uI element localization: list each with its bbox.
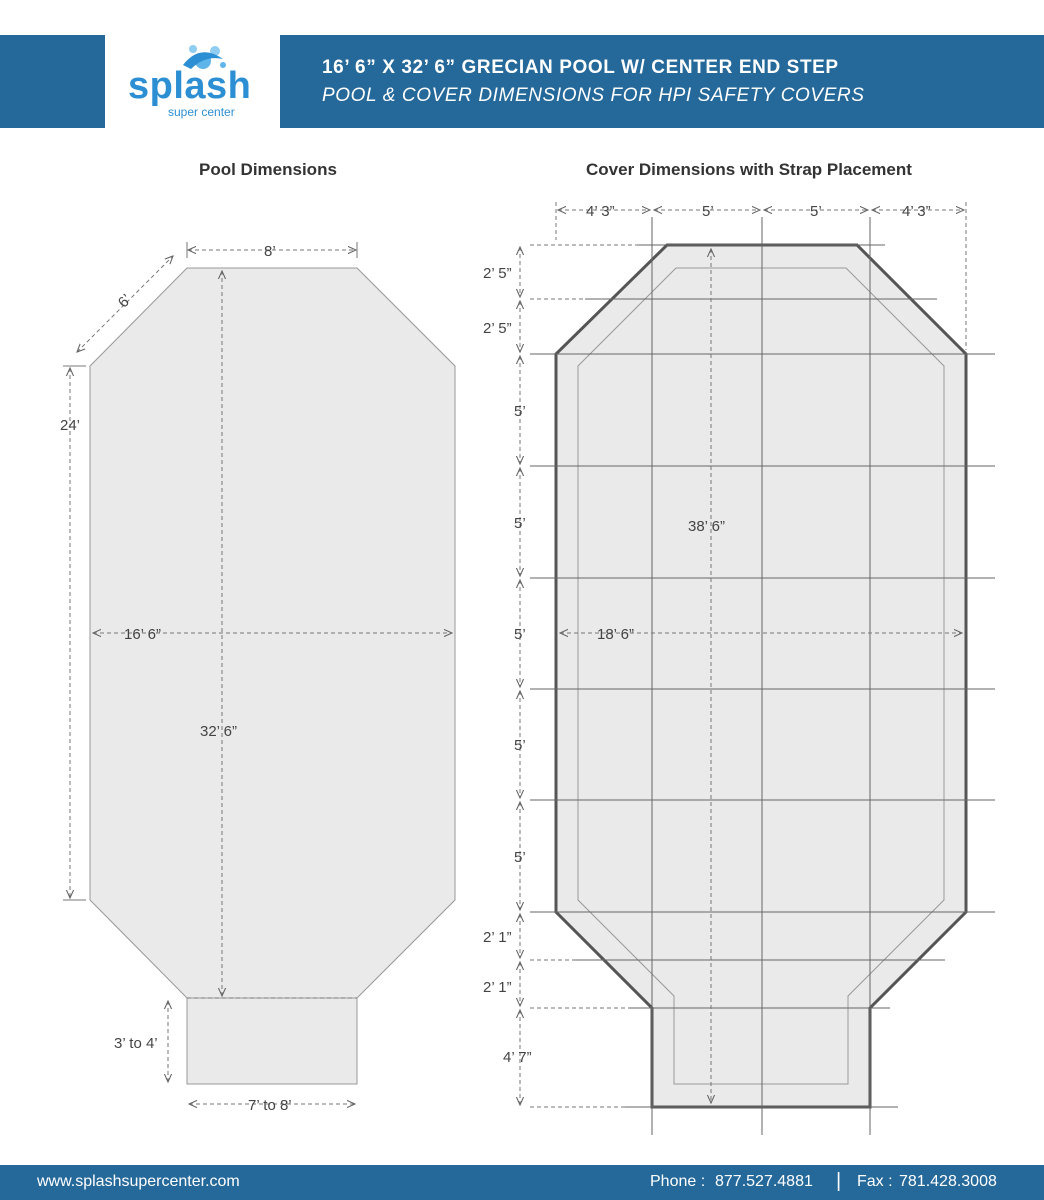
website-link[interactable]: www.splashsupercenter.com <box>37 1173 240 1190</box>
page-subtitle: POOL & COVER DIMENSIONS FOR HPI SAFETY COVERS <box>322 85 865 106</box>
logo-word: splash <box>128 65 252 107</box>
cover-top-label: 5’ <box>810 203 822 220</box>
cover-side-label: 5’ <box>514 515 526 532</box>
cover-length-label: 38’ 6” <box>688 518 725 535</box>
cover-top-label: 4’ 3” <box>586 203 615 220</box>
phone-label: Phone : <box>650 1173 706 1190</box>
pool-corner-label: 6’ <box>114 291 136 312</box>
cover-side-label: 2’ 5” <box>483 320 512 337</box>
cover-shape <box>556 245 966 1107</box>
cover-side-label: 5’ <box>514 626 526 643</box>
cover-side-label: 2’ 1” <box>483 979 512 996</box>
fax-label: Fax : <box>857 1173 893 1190</box>
cover-section-title: Cover Dimensions with Strap Placement <box>586 160 912 179</box>
cover-side-label: 5’ <box>514 849 526 866</box>
pool-width-label: 16’ 6” <box>124 626 161 643</box>
pool-side-length-label: 24’ <box>60 417 81 434</box>
phone-number[interactable]: 877.527.4881 <box>715 1173 813 1190</box>
pool-step-width-label: 7’ to 8’ <box>248 1097 292 1114</box>
page-title: 16’ 6” X 32’ 6” GRECIAN POOL W/ CENTER END STEP <box>322 57 839 78</box>
cover-side-label: 5’ <box>514 737 526 754</box>
pool-shape <box>90 268 455 1084</box>
footer-divider: | <box>836 1170 842 1192</box>
cover-width-label: 18’ 6” <box>597 626 634 643</box>
cover-side-label: 4’ 7” <box>503 1049 532 1066</box>
pool-section-title: Pool Dimensions <box>199 160 337 179</box>
cover-side-label: 2’ 5” <box>483 265 512 282</box>
cover-side-label: 2’ 1” <box>483 929 512 946</box>
pool-step-depth-label: 3’ to 4’ <box>114 1035 158 1052</box>
pool-length-label: 32’ 6” <box>200 723 237 740</box>
footer <box>0 1165 1044 1200</box>
fax-number: 781.428.3008 <box>899 1173 997 1190</box>
cover-top-label: 4’ 3” <box>902 203 931 220</box>
logo-subtext: super center <box>168 105 235 119</box>
cover-side-label: 5’ <box>514 403 526 420</box>
cover-top-label: 5’ <box>702 203 714 220</box>
pool-top-width-label: 8’ <box>264 243 276 260</box>
